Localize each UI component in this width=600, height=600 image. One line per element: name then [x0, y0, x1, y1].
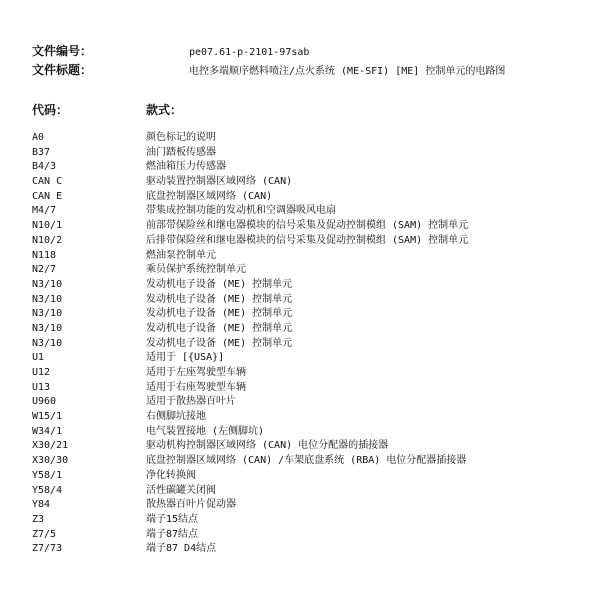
component-description: 发动机电子设备 (ME) 控制单元	[146, 337, 293, 349]
list-item	[32, 395, 592, 410]
component-description: 乘员保护系统控制单元	[146, 264, 246, 276]
list-item	[32, 234, 592, 249]
list-item	[32, 175, 592, 190]
list-item	[32, 307, 592, 322]
component-code: N3/10	[32, 308, 63, 320]
list-item	[32, 204, 592, 219]
component-description: 发动机电子设备 (ME) 控制单元	[146, 293, 293, 305]
component-code: N2/7	[32, 264, 57, 276]
list-item	[32, 410, 592, 425]
component-code: N3/10	[32, 322, 63, 334]
component-description: 带集成控制功能的发动机和空调器吸风电扇	[146, 205, 336, 217]
model-column-header: 款式：	[146, 103, 183, 117]
list-item	[32, 381, 592, 396]
component-description: 前部带保险丝和继电器模块的信号采集及促动控制模组 (SAM) 控制单元	[146, 220, 469, 232]
list-item	[32, 351, 592, 366]
list-item	[32, 131, 592, 146]
component-description: 活性碳罐关闭阀	[146, 484, 216, 496]
component-description: 端子15结点	[146, 513, 199, 525]
component-code: U12	[32, 367, 51, 378]
list-item	[32, 190, 592, 205]
component-description: 驱动机构控制器区域网络 (CAN) 电位分配器的插接器	[146, 440, 389, 452]
component-code: A0	[32, 132, 45, 143]
component-code: Z7/5	[32, 528, 57, 540]
component-code: W34/1	[32, 425, 63, 437]
list-item	[32, 337, 592, 352]
component-description: 电气装置接地 (左侧脚坑)	[146, 425, 265, 437]
component-code: Y58/4	[32, 484, 63, 496]
component-code: W15/1	[32, 411, 63, 423]
component-description: 底盘控制器区域网络 (CAN)	[146, 190, 273, 202]
list-item	[32, 454, 592, 469]
component-code: X30/21	[32, 440, 69, 452]
doc-number-value: pe07.61-p-2101-97sab	[189, 47, 310, 58]
list-item	[32, 249, 592, 264]
component-list	[32, 131, 592, 557]
component-code: U1	[32, 352, 45, 364]
component-code: U13	[32, 381, 51, 393]
list-item	[32, 528, 592, 543]
component-code: U960	[32, 396, 57, 408]
component-description: 底盘控制器区域网络 (CAN) /车架底盘系统 (RBA) 电位分配器插接器	[146, 455, 467, 467]
component-description: 发动机电子设备 (ME) 控制单元	[146, 308, 293, 320]
list-item	[32, 293, 592, 308]
component-code: N10/1	[32, 220, 63, 232]
component-code: N118	[32, 249, 57, 261]
doc-title-value: 电控多端顺序燃料喷注/点火系统 (ME-SFI) [ME] 控制单元的电路图	[189, 66, 506, 77]
list-item	[32, 278, 592, 293]
component-description: 散热器百叶片促动器	[146, 499, 236, 511]
component-code: N3/10	[32, 337, 63, 349]
list-item	[32, 160, 592, 175]
component-code: X30/30	[32, 455, 69, 467]
component-description: 发动机电子设备 (ME) 控制单元	[146, 278, 293, 290]
component-description: 端子87 D4结点	[146, 543, 217, 555]
component-description: 适用于 [{USA}]	[146, 352, 225, 364]
component-code: Y58/1	[32, 469, 63, 481]
component-code: B37	[32, 146, 51, 158]
component-code: N3/10	[32, 293, 63, 305]
component-code: Z3	[32, 513, 45, 525]
component-description: 燃油泵控制单元	[146, 249, 216, 261]
component-code: CAN C	[32, 176, 63, 188]
component-description: 颜色标记的说明	[146, 132, 216, 143]
component-description: 右侧脚坑接地	[146, 411, 206, 423]
doc-title-row	[32, 63, 505, 79]
component-description: 净化转换阀	[146, 469, 196, 481]
component-code: N10/2	[32, 234, 63, 246]
component-description: 驱动装置控制器区域网络 (CAN)	[146, 176, 293, 188]
component-description: 发动机电子设备 (ME) 控制单元	[146, 322, 293, 334]
list-item	[32, 366, 592, 381]
list-item	[32, 469, 592, 484]
component-code: N3/10	[32, 278, 63, 290]
table-header	[32, 103, 182, 117]
component-description: 燃油箱压力传感器	[146, 161, 226, 173]
component-code: Y84	[32, 499, 51, 511]
doc-number-row	[32, 44, 309, 60]
list-item	[32, 439, 592, 454]
list-item	[32, 146, 592, 161]
component-code: CAN E	[32, 190, 63, 202]
list-item	[32, 498, 592, 513]
list-item	[32, 542, 592, 557]
component-description: 端子87结点	[146, 528, 199, 540]
list-item	[32, 322, 592, 337]
component-description: 适用于左座驾驶型车辆	[146, 367, 246, 378]
component-description: 适用于散热器百叶片	[146, 396, 236, 408]
doc-number-label: 文件编号：	[32, 44, 93, 58]
list-item	[32, 425, 592, 440]
component-description: 油门踏板传感器	[146, 146, 216, 158]
list-item	[32, 263, 592, 278]
doc-title-label: 文件标题：	[32, 63, 93, 77]
code-column-header: 代码：	[32, 103, 69, 117]
list-item	[32, 513, 592, 528]
component-code: B4/3	[32, 161, 57, 173]
component-code: Z7/73	[32, 543, 63, 555]
component-code: M4/7	[32, 205, 57, 217]
list-item	[32, 484, 592, 499]
list-item	[32, 219, 592, 234]
component-description: 后排带保险丝和继电器模块的信号采集及促动控制模组 (SAM) 控制单元	[146, 234, 469, 246]
component-description: 适用于右座驾驶型车辆	[146, 381, 246, 393]
